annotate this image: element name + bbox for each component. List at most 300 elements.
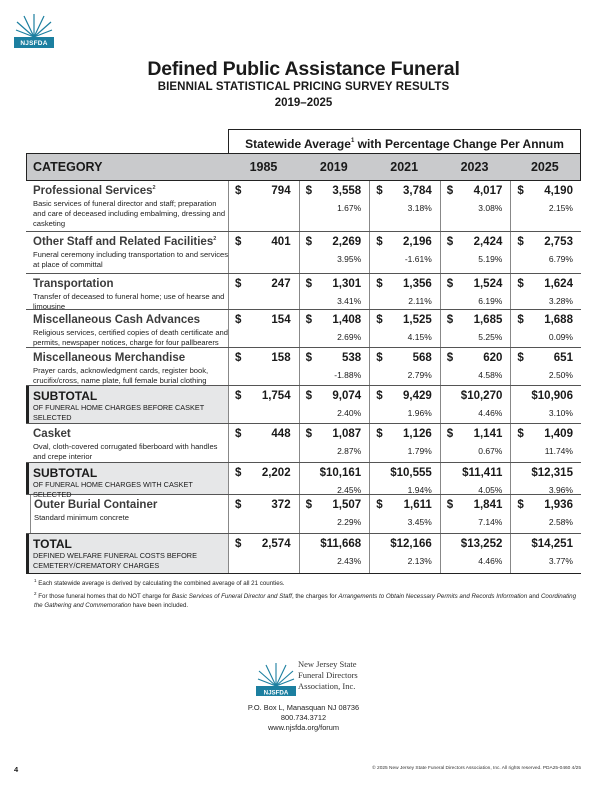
dollar-sign: $ [376, 236, 383, 248]
dollar-sign: $ [305, 314, 312, 326]
amount [447, 236, 503, 248]
row-description: OF FUNERAL HOME CHARGES WITH CASKET SELECTED [33, 480, 193, 499]
dollar-sign: $ [305, 352, 312, 364]
row-title: SUBTOTAL [33, 389, 98, 403]
dollar-sign: $ [305, 185, 312, 197]
row-description: Prayer cards, acknowledgment cards, register book, crucifix/cross, name plate, full female burial clothing [33, 366, 209, 385]
value-cell [440, 310, 511, 347]
value-cell [228, 310, 299, 347]
value-cell [369, 386, 440, 423]
amount [517, 428, 573, 440]
super-header-rest: with Percentage Change Per Annum [354, 137, 564, 151]
row-title: Miscellaneous Merchandise [33, 352, 186, 364]
amount [235, 278, 291, 290]
footnote-1 [34, 576, 579, 588]
amount [306, 352, 362, 364]
value-cell [299, 463, 370, 494]
value-cell [369, 181, 440, 231]
amount [447, 467, 503, 479]
amount [447, 428, 503, 440]
amount-value: $14,251 [531, 538, 573, 550]
amount [447, 278, 503, 290]
value-cell [299, 386, 370, 423]
value-cell [369, 495, 440, 533]
amount [235, 499, 291, 511]
website-link[interactable]: www.njsfda.org/forum [267, 723, 340, 732]
association-logo-label: NJSFDA [263, 689, 289, 696]
amount [376, 499, 432, 511]
value-cell [440, 495, 511, 533]
value-cells [228, 463, 581, 494]
amount [306, 278, 362, 290]
dollar-sign: $ [517, 314, 524, 326]
category-cell [26, 181, 228, 231]
years-range: 2019–2025 [274, 97, 333, 109]
amount-value: 448 [271, 428, 291, 440]
table-row [26, 274, 581, 310]
amount [447, 538, 503, 550]
value-cell [228, 232, 299, 273]
amount-value: 3,558 [332, 185, 362, 197]
super-header-text: Statewide Average [245, 137, 351, 151]
percent-change: 2.50% [548, 370, 573, 380]
value-cells [228, 424, 581, 462]
value-cell [228, 424, 299, 462]
percent-change: 3.28% [548, 296, 573, 306]
value-cell [369, 232, 440, 273]
dollar-sign: $ [235, 314, 242, 326]
dollar-sign: $ [376, 185, 383, 197]
row-description: Oval, cloth-covered corrugated fiberboard with handles and crepe interior [33, 442, 218, 461]
row-description: Religious services, certified copies of death certificate and permits, newspaper notices, charge for four pallbearers [33, 328, 229, 347]
amount-value: 1,301 [332, 278, 362, 290]
amount-value: 1,408 [332, 314, 362, 326]
amount-value: $11,668 [320, 538, 362, 550]
dollar-sign: $ [235, 236, 242, 248]
footnote-text: Each statewide average is derived by calculating the combined average of all 21 counties. [38, 580, 285, 587]
percent-change: 2.45% [337, 485, 362, 495]
amount [376, 467, 432, 479]
amount-value: 1,087 [332, 428, 362, 440]
percent-change: 3.96% [548, 485, 573, 495]
value-cell [510, 274, 581, 309]
subtotal-row [26, 463, 581, 499]
amount [306, 428, 362, 440]
value-cell [228, 181, 299, 231]
amount [447, 499, 503, 511]
value-cell [510, 386, 581, 423]
footnote-mark: 2 [213, 236, 217, 242]
amount-value: $10,161 [319, 467, 362, 479]
amount [376, 352, 432, 364]
value-cell [299, 424, 370, 462]
percent-change: 3.41% [337, 296, 362, 306]
row-title: Other Staff and Related Facilities$^2$ [33, 236, 217, 248]
amount [517, 538, 573, 550]
percent-change: 4.15% [407, 332, 432, 342]
dollar-sign: $ [235, 278, 242, 290]
amount-value: 2,202 [261, 467, 291, 479]
dollar-sign: $ [446, 428, 454, 440]
amount [235, 185, 291, 197]
dollar-sign: $ [305, 236, 312, 248]
percent-change: 11.74% [544, 446, 573, 456]
dollar-sign: $ [517, 278, 524, 290]
table-row [26, 348, 581, 386]
value-cell [299, 181, 370, 231]
address: P.O. Box L, Manasquan NJ 08736 [247, 703, 360, 712]
amount-value: $11,411 [462, 467, 503, 479]
footnote-mark: 1 [350, 138, 355, 144]
amount [306, 467, 362, 479]
amount-value: 4,190 [544, 185, 573, 197]
amount-value: 538 [342, 352, 362, 364]
dollar-sign: $ [376, 352, 383, 364]
footnote-text: have been included. [131, 602, 189, 609]
amount-value: 794 [271, 185, 291, 197]
value-cells [228, 534, 581, 573]
amount-value: 2,574 [261, 538, 291, 550]
percent-change: 1.96% [407, 408, 432, 418]
amount-value: 651 [553, 352, 573, 364]
footnote-2 [34, 589, 579, 610]
row-title: Professional Services$^2$ [33, 185, 156, 197]
value-cell [440, 534, 511, 573]
amount [447, 352, 503, 364]
value-cell [228, 274, 299, 309]
row-description: Funeral ceremony including transportation to and services at place of committal [33, 250, 229, 269]
percent-change: 4.46% [478, 556, 503, 566]
percent-change: 5.25% [478, 332, 503, 342]
org-line: New Jersey State [298, 659, 357, 669]
percent-change: 3.08% [478, 203, 503, 213]
dollar-sign: $ [235, 538, 242, 550]
amount [306, 499, 362, 511]
percent-change: 2.29% [337, 517, 362, 527]
value-cell [299, 274, 370, 309]
copyright: © 2025 New Jersey State Funeral Directors Association, Inc. All rights reserved. PDA25-0460 4/25 [372, 766, 581, 771]
org-line: Association, Inc. [298, 681, 356, 691]
amount-value: 1,525 [403, 314, 432, 326]
dollar-sign: $ [305, 428, 312, 440]
row-title: Casket [33, 428, 71, 440]
category-header: CATEGORY [33, 160, 103, 174]
value-cell [299, 495, 370, 533]
value-cells [228, 348, 581, 385]
amount [517, 185, 573, 197]
dollar-sign: $ [305, 390, 312, 402]
percent-change: 4.05% [478, 485, 503, 495]
amount [306, 390, 362, 402]
dollar-sign: $ [446, 499, 454, 511]
dollar-sign: $ [376, 428, 383, 440]
footnote-italic: Arrangements to Obtain Necessary Permits and Records Information [338, 593, 528, 600]
value-cell [510, 534, 581, 573]
amount [235, 428, 291, 440]
amount-value: 247 [271, 278, 291, 290]
amount [517, 352, 573, 364]
percent-change: 3.10% [548, 408, 573, 418]
value-cell [440, 386, 511, 423]
value-cell [440, 424, 511, 462]
amount-value: 158 [271, 352, 291, 364]
percent-change: 0.09% [548, 332, 573, 342]
amount [517, 278, 573, 290]
amount-value: 1,126 [403, 428, 432, 440]
amount-value: $10,555 [390, 467, 432, 479]
org-line: Funeral Directors [298, 670, 358, 680]
logo-label: NJSFDA [14, 39, 54, 48]
percent-change: 2.69% [337, 332, 362, 342]
row-title: TOTAL [33, 537, 72, 551]
amount [376, 390, 432, 402]
page-subtitle: BIENNIAL STATISTICAL PRICING SURVEY RESULTS [157, 81, 450, 93]
amount-value: 2,269 [332, 236, 362, 248]
footnote-mark: 1 [34, 578, 37, 583]
year-header: 2021 [390, 160, 419, 174]
value-cell [510, 310, 581, 347]
value-cell [440, 274, 511, 309]
amount [235, 352, 291, 364]
value-cell [369, 348, 440, 385]
dollar-sign: $ [235, 428, 242, 440]
year-header: 2023 [460, 160, 489, 174]
amount [447, 185, 503, 197]
percent-change: 2.58% [548, 517, 573, 527]
amount [376, 185, 432, 197]
amount [447, 314, 503, 326]
value-cells [228, 310, 581, 347]
amount [517, 390, 573, 402]
row-title: Transportation [33, 278, 114, 290]
dollar-sign: $ [376, 499, 383, 511]
value-cell [299, 534, 370, 573]
percent-change: 2.40% [337, 408, 362, 418]
percent-change: 3.95% [337, 254, 362, 264]
dollar-sign: $ [235, 499, 242, 511]
footnote-italic: Coordinating the Gathering and Commemoration [34, 593, 577, 609]
njsfda-logo [14, 10, 54, 48]
amount [306, 185, 362, 197]
category-cell [26, 232, 228, 273]
percent-change: 3.18% [407, 203, 432, 213]
category-cell [26, 534, 228, 573]
percent-change: 4.46% [478, 408, 503, 418]
amount-value: 2,753 [544, 236, 573, 248]
value-cells [228, 495, 581, 533]
value-cell [299, 348, 370, 385]
value-cell [228, 534, 299, 573]
amount [235, 467, 291, 479]
footnote-mark: 2 [152, 185, 156, 191]
table-row [26, 232, 581, 274]
row-description: OF FUNERAL HOME CHARGES BEFORE CASKET SELECTED [33, 403, 205, 422]
amount-value: 1,524 [473, 278, 503, 290]
percent-change: 2.11% [408, 296, 432, 306]
percent-change: 7.14% [478, 517, 503, 527]
row-title: SUBTOTAL [33, 466, 98, 480]
dollar-sign: $ [446, 236, 454, 248]
year-header: 1985 [249, 160, 278, 174]
value-cell [299, 310, 370, 347]
statewide-average-header [228, 129, 581, 153]
amount-value: $12,315 [531, 467, 573, 479]
row-description: DEFINED WELFARE FUNERAL COSTS BEFORE CEMETERY/CREMATORY CHARGES [33, 551, 197, 570]
footnote-mark: 2 [34, 591, 37, 596]
amount-value: 568 [412, 352, 432, 364]
value-cell [369, 534, 440, 573]
amount-value: $10,906 [531, 390, 573, 402]
percent-change: 6.79% [548, 254, 573, 264]
amount-value: 1,507 [332, 499, 362, 511]
value-cell [228, 348, 299, 385]
row-title: Outer Burial Container [34, 499, 158, 511]
dollar-sign: $ [517, 236, 524, 248]
percent-change: -1.61% [404, 254, 432, 264]
category-cell [26, 463, 228, 499]
value-cells [228, 274, 581, 309]
percent-change: 2.79% [407, 370, 432, 380]
association-logo-icon [256, 660, 296, 696]
amount-value: 1,685 [473, 314, 503, 326]
category-cell [26, 348, 228, 385]
footnote-text: , the charges for [291, 593, 339, 600]
value-cell [440, 232, 511, 273]
dollar-sign: $ [446, 185, 454, 197]
value-cell [369, 310, 440, 347]
percent-change: 2.15% [548, 203, 573, 213]
footnote-italic: Basic Services of Funeral Director and Staff [171, 593, 292, 600]
amount [306, 314, 362, 326]
amount [376, 538, 432, 550]
amount [376, 278, 432, 290]
table-row [26, 495, 581, 534]
footnote-text: and [527, 593, 541, 600]
dollar-sign: $ [517, 428, 524, 440]
amount [447, 390, 503, 402]
percent-change: -1.88% [334, 370, 362, 380]
table-row [26, 424, 581, 463]
amount [376, 314, 432, 326]
amount [376, 236, 432, 248]
dollar-sign: $ [305, 499, 312, 511]
value-cell [369, 463, 440, 494]
category-cell [26, 386, 228, 423]
dollar-sign: $ [235, 185, 242, 197]
dollar-sign: $ [446, 314, 454, 326]
footnote-text: For those funeral homes that do NOT charge for [38, 593, 172, 600]
percent-change: 3.45% [407, 517, 432, 527]
category-cell [30, 495, 228, 533]
value-cells [228, 386, 581, 423]
amount [306, 538, 362, 550]
year-header: 2019 [319, 160, 348, 174]
subtotal-row [26, 386, 581, 424]
amount-value: 1,409 [544, 428, 573, 440]
value-cells [228, 232, 581, 273]
amount-value: 1,611 [403, 499, 432, 511]
amount-value: 3,784 [403, 185, 432, 197]
amount-value: $12,166 [390, 538, 432, 550]
value-cell [510, 424, 581, 462]
amount [235, 314, 291, 326]
year-header: 2025 [530, 160, 559, 174]
percent-change: 4.58% [478, 370, 503, 380]
value-cell [440, 463, 511, 494]
value-cell [510, 181, 581, 231]
amount [235, 538, 291, 550]
percent-change: 6.19% [478, 296, 503, 306]
amount-value: 1,141 [473, 428, 503, 440]
amount-value: $10,270 [460, 390, 503, 402]
value-cell [228, 463, 299, 494]
value-cell [510, 232, 581, 273]
amount-value: $13,252 [460, 538, 503, 550]
amount [517, 236, 573, 248]
percent-change: 1.94% [407, 485, 432, 495]
dollar-sign: $ [305, 278, 312, 290]
amount-value: 1,356 [403, 278, 432, 290]
value-cell [369, 274, 440, 309]
row-description: Transfer of deceased to funeral home; use of hearse and limousine [33, 292, 225, 311]
value-cell [510, 495, 581, 533]
amount-value: 4,017 [473, 185, 503, 197]
amount [306, 236, 362, 248]
total-row [26, 534, 581, 574]
amount-value: 1,841 [473, 499, 503, 511]
column-header-row [26, 153, 581, 181]
percent-change: 0.67% [478, 446, 503, 456]
dollar-sign: $ [517, 185, 524, 197]
dollar-sign: $ [446, 278, 454, 290]
amount-value: 1,624 [544, 278, 573, 290]
amount [235, 236, 291, 248]
amount [235, 390, 291, 402]
amount [517, 499, 573, 511]
dollar-sign: $ [235, 467, 242, 479]
row-title: Miscellaneous Cash Advances [33, 314, 201, 326]
amount-value: 154 [271, 314, 291, 326]
percent-change: 1.79% [407, 446, 432, 456]
percent-change: 2.43% [337, 556, 362, 566]
amount-value: 2,424 [473, 236, 503, 248]
amount-value: 620 [483, 352, 503, 364]
value-cell [510, 463, 581, 494]
table-row [26, 310, 581, 348]
dollar-sign: $ [376, 278, 383, 290]
amount-value: 1,754 [261, 390, 291, 402]
dollar-sign: $ [376, 314, 383, 326]
value-cell [228, 386, 299, 423]
amount-value: 2,196 [403, 236, 432, 248]
amount [517, 467, 573, 479]
amount-value: 9,074 [332, 390, 362, 402]
value-cell [440, 348, 511, 385]
amount-value: 372 [271, 499, 291, 511]
row-description: Standard minimum concrete [34, 513, 129, 522]
percent-change: 2.87% [337, 446, 362, 456]
page-title: Defined Public Assistance Funeral [147, 58, 460, 80]
amount [517, 314, 573, 326]
dollar-sign: $ [235, 390, 242, 402]
dollar-sign: $ [517, 499, 524, 511]
dollar-sign: $ [235, 352, 242, 364]
value-cell [299, 232, 370, 273]
amount-value: 1,936 [544, 499, 573, 511]
row-description: Basic services of funeral director and staff; preparation and care of deceased including embalming, dressing and casketing [33, 199, 226, 228]
value-cells [228, 181, 581, 231]
value-cell [369, 424, 440, 462]
